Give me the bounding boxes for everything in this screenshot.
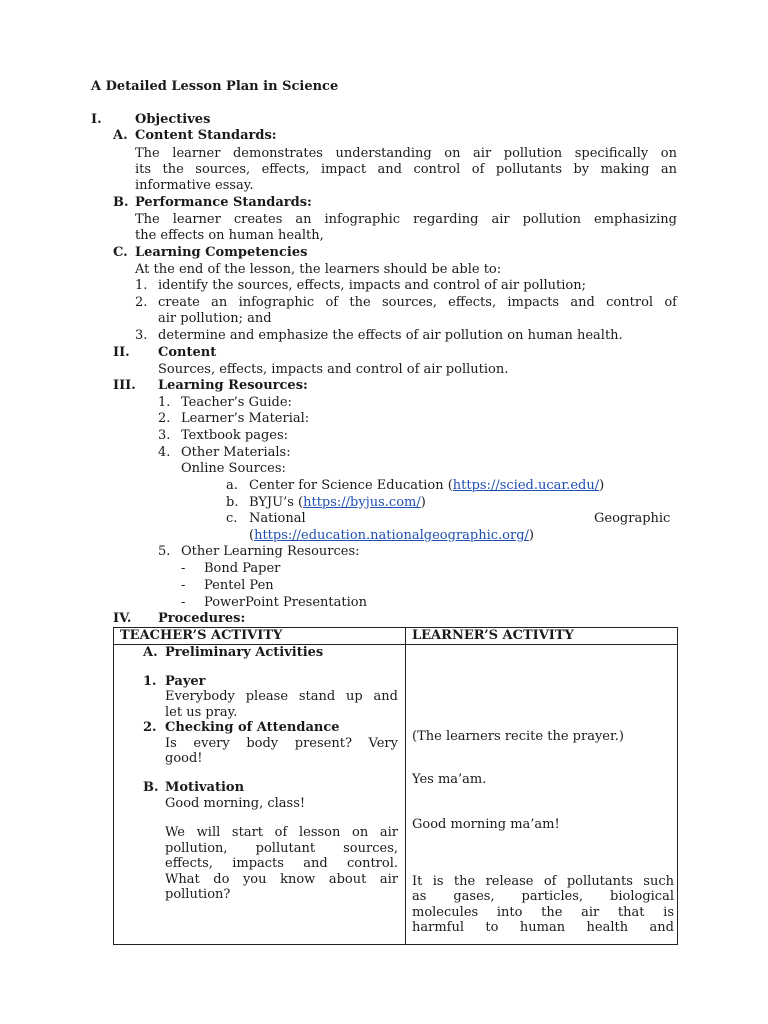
learner-answer-text: as gases, particles, biological xyxy=(412,889,674,904)
content-standards-heading: Content Standards: xyxy=(135,128,277,143)
section-heading-procedures: Procedures: xyxy=(158,611,246,626)
competency-number: 2. xyxy=(135,295,148,310)
performance-standards-line: The learner creates an infographic regarding air pollution emphasizing xyxy=(135,212,677,227)
attendance-heading: Checking of Attendance xyxy=(165,720,340,735)
competency-text: determine and emphasize the effects of air pollution on human health. xyxy=(158,328,623,343)
prayer-heading: Payer xyxy=(165,674,206,689)
content-standards-line: informative essay. xyxy=(135,178,254,193)
online-source-text: ) xyxy=(528,528,534,543)
resource-subitem: Pentel Pen xyxy=(204,578,274,593)
online-source-text: BYJU’s ( xyxy=(249,495,304,510)
section-heading-objectives: Objectives xyxy=(135,112,211,127)
resource-item: Teacher’s Guide: xyxy=(181,395,292,410)
online-source-link[interactable]: https://byjus.com/ xyxy=(303,495,421,510)
performance-standards-line: the effects on human health, xyxy=(135,228,324,243)
online-source-text: ) xyxy=(420,495,426,510)
learner-attendance-response: Yes ma’am. xyxy=(412,772,487,787)
online-source-item xyxy=(249,495,426,511)
content-standards-line: The learner demonstrates understanding on air pollution specifically on xyxy=(135,146,677,161)
resource-number: 1. xyxy=(158,395,171,410)
online-sources-label: Online Sources: xyxy=(181,461,286,476)
online-source-link[interactable]: https://education.nationalgeographic.org/ xyxy=(254,528,529,543)
competency-number: 1. xyxy=(135,278,148,293)
resource-item: Other Learning Resources: xyxy=(181,544,360,559)
motivation-text: What do you know about air xyxy=(165,872,398,887)
resource-dash: - xyxy=(181,561,186,576)
competency-text: create an infographic of the sources, effects, impacts and control of xyxy=(158,295,677,310)
online-source-letter: a. xyxy=(226,478,238,493)
competency-text: air pollution; and xyxy=(158,311,272,326)
learner-prayer-response: (The learners recite the prayer.) xyxy=(412,729,624,744)
prelim-letter: A. xyxy=(143,645,158,660)
learner-answer-text: molecules into the air that is xyxy=(412,905,674,920)
learner-answer-text: harmful to human health and xyxy=(412,920,674,935)
section-numeral-content: II. xyxy=(113,345,130,360)
resource-item: Textbook pages: xyxy=(181,428,289,443)
motivation-heading: Motivation xyxy=(165,780,245,795)
motivation-text: pollution, pollutant sources, xyxy=(165,841,398,856)
motivation-letter: B. xyxy=(143,780,159,795)
performance-standards-heading: Performance Standards: xyxy=(135,195,312,210)
online-source-text: Center for Science Education ( xyxy=(249,478,453,493)
resource-number: 5. xyxy=(158,544,171,559)
online-source-text: ) xyxy=(599,478,605,493)
motivation-text: pollution? xyxy=(165,887,231,902)
document-title: A Detailed Lesson Plan in Science xyxy=(91,79,339,94)
section-numeral-resources: III. xyxy=(113,378,136,393)
motivation-text: effects, impacts and control. xyxy=(165,856,398,871)
resource-number: 3. xyxy=(158,428,171,443)
resource-dash: - xyxy=(181,595,186,610)
section-numeral-procedures: IV. xyxy=(113,611,132,626)
online-source-text: Geographic xyxy=(594,511,671,526)
prayer-number: 1. xyxy=(143,674,157,689)
procedures-table xyxy=(113,627,678,945)
attendance-text: good! xyxy=(165,751,203,766)
content-text: Sources, effects, impacts and control of air pollution. xyxy=(158,362,509,377)
motivation-greeting: Good morning, class! xyxy=(165,796,306,811)
competency-text: identify the sources, effects, impacts and control of air pollution; xyxy=(158,278,586,293)
resource-item: Other Materials: xyxy=(181,445,291,460)
prayer-text: let us pray. xyxy=(165,705,238,720)
resource-dash: - xyxy=(181,578,186,593)
online-source-item xyxy=(249,528,534,544)
learning-competencies-heading: Learning Competencies xyxy=(135,245,308,260)
resource-subitem: PowerPoint Presentation xyxy=(204,595,367,610)
table-column-divider xyxy=(405,628,406,944)
online-source-text: ( xyxy=(249,528,255,543)
prayer-text: Everybody please stand up and xyxy=(165,689,398,704)
table-header-teacher: TEACHER’S ACTIVITY xyxy=(120,628,283,643)
resource-number: 2. xyxy=(158,411,171,426)
online-source-item xyxy=(249,478,604,494)
learner-answer-text: It is the release of pollutants such xyxy=(412,874,674,889)
performance-standards-letter: B. xyxy=(113,195,129,210)
learning-competencies-letter: C. xyxy=(113,245,128,260)
online-source-link[interactable]: https://scied.ucar.edu/ xyxy=(452,478,600,493)
learner-greeting-response: Good morning ma’am! xyxy=(412,817,560,832)
online-source-letter: c. xyxy=(226,511,238,526)
competency-number: 3. xyxy=(135,328,148,343)
resource-number: 4. xyxy=(158,445,171,460)
resource-item: Learner’s Material: xyxy=(181,411,310,426)
content-standards-line: its the sources, effects, impact and control of pollutants by making an xyxy=(135,162,677,177)
table-header-learner: LEARNER’S ACTIVITY xyxy=(412,628,574,643)
attendance-number: 2. xyxy=(143,720,157,735)
motivation-text: We will start of lesson on air xyxy=(165,825,398,840)
content-standards-letter: A. xyxy=(113,128,128,143)
section-heading-resources: Learning Resources: xyxy=(158,378,308,393)
attendance-text: Is every body present? Very xyxy=(165,736,398,751)
section-heading-content: Content xyxy=(158,345,217,360)
prelim-heading: Preliminary Activities xyxy=(165,645,324,660)
resource-subitem: Bond Paper xyxy=(204,561,281,576)
section-numeral-objectives: I. xyxy=(91,112,102,127)
online-source-text: National xyxy=(249,511,306,526)
online-source-letter: b. xyxy=(226,495,239,510)
learning-competencies-intro: At the end of the lesson, the learners should be able to: xyxy=(135,262,502,277)
